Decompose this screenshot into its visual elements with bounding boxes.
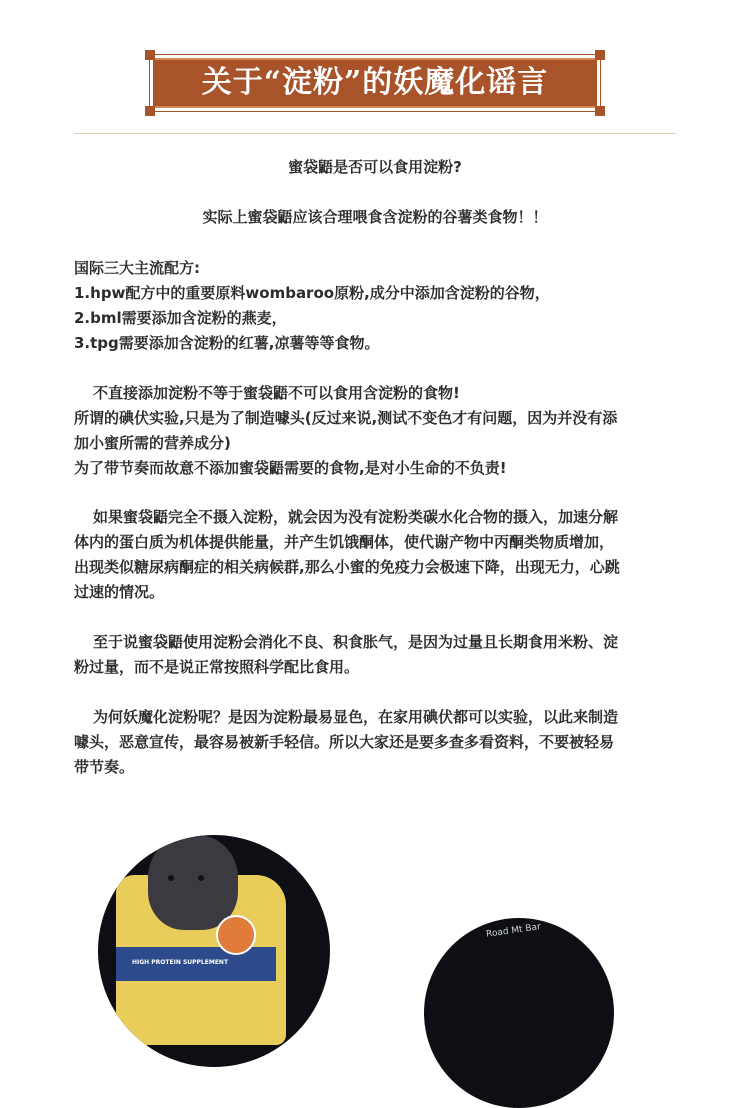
paragraph-line: 不直接添加淀粉不等于蜜袋鼯不可以食用含淀粉的食物! xyxy=(93,384,460,402)
paragraph-line: 如果蜜袋鼯完全不摄入淀粉，就会因为没有淀粉类碳水化合物的摄入，加速分解 xyxy=(93,508,619,526)
paragraph-line: 至于说蜜袋鼯使用淀粉会消化不良、积食胀气，是因为过量且长期食用米粉、淀 xyxy=(93,633,619,651)
banner-corner-top-left xyxy=(145,50,155,60)
paragraph-line: 噱头，恶意宣传，最容易被新手轻信。所以大家还是要多查多看资料，不要被轻易 xyxy=(74,733,615,751)
answer-text xyxy=(0,205,750,230)
iodine-paragraph xyxy=(74,381,696,481)
why-paragraph xyxy=(74,705,696,780)
sugar-glider-eye xyxy=(198,875,204,881)
paragraph-line: 过速的情况。 xyxy=(74,583,165,601)
banner-corner-bottom-left xyxy=(145,106,155,116)
paragraph-line: 所谓的碘伏实验,只是为了制造噱头(反过来说,测试不变色才有问题，因为并没有添 xyxy=(74,409,618,427)
paragraph-line: 为了带节奏而故意不添加蜜袋鼯需要的食物,是对小生命的不负责! xyxy=(74,459,507,477)
paragraph-line: 带节奏。 xyxy=(74,758,135,776)
paragraph-line: 体内的蛋白质为机体提供能量，并产生饥饿酮体，使代谢产物中丙酮类物质增加， xyxy=(74,533,615,551)
banner-corner-top-right xyxy=(595,50,605,60)
sugar-glider-image xyxy=(148,835,238,930)
question-label: 蜜袋鼯是否可以食用淀粉? xyxy=(288,158,462,176)
bag-badge-icon xyxy=(216,915,256,955)
food-bag-label: HIGH PROTEIN SUPPLEMENT xyxy=(132,959,229,966)
formula-item: 1.hpw配方中的重要原料wombaroo原粉,成分中添加含淀粉的谷物， xyxy=(74,284,550,302)
question-text xyxy=(0,155,750,180)
formula-item: 3.tpg需要添加含淀粉的红薯,凉薯等等食物。 xyxy=(74,334,380,352)
product-address-text: Road Mt Bar xyxy=(485,922,542,940)
paragraph-line: 粉过量，而不是说正常按照科学配比食用。 xyxy=(74,658,360,676)
answer-label: 实际上蜜袋鼯应该合理喂食含淀粉的谷薯类食物！！ xyxy=(202,208,548,226)
formula-heading: 国际三大主流配方: xyxy=(74,259,200,277)
metabolism-paragraph xyxy=(74,505,696,605)
product-label-photo xyxy=(424,918,614,1108)
paragraph-line: 为何妖魔化淀粉呢？是因为淀粉最易显色，在家用碘伏都可以实验，以此来制造 xyxy=(93,708,619,726)
paragraph-line: 加小蜜所需的营养成分) xyxy=(74,434,231,452)
banner-corner-bottom-right xyxy=(595,106,605,116)
sugar-glider-eye xyxy=(168,875,174,881)
title-banner xyxy=(145,50,605,116)
title-divider xyxy=(74,133,676,134)
formula-section xyxy=(74,256,696,356)
sugar-glider-food-photo xyxy=(98,835,330,1067)
digestion-paragraph xyxy=(74,630,696,680)
paragraph-line: 出现类似糖尿病酮症的相关病候群,那么小蜜的免疫力会极速下降，出现无力，心跳 xyxy=(74,558,620,576)
page-title: 关于“淀粉”的妖魔化谣言 xyxy=(201,65,549,100)
formula-item: 2.bml需要添加含淀粉的燕麦， xyxy=(74,309,287,327)
